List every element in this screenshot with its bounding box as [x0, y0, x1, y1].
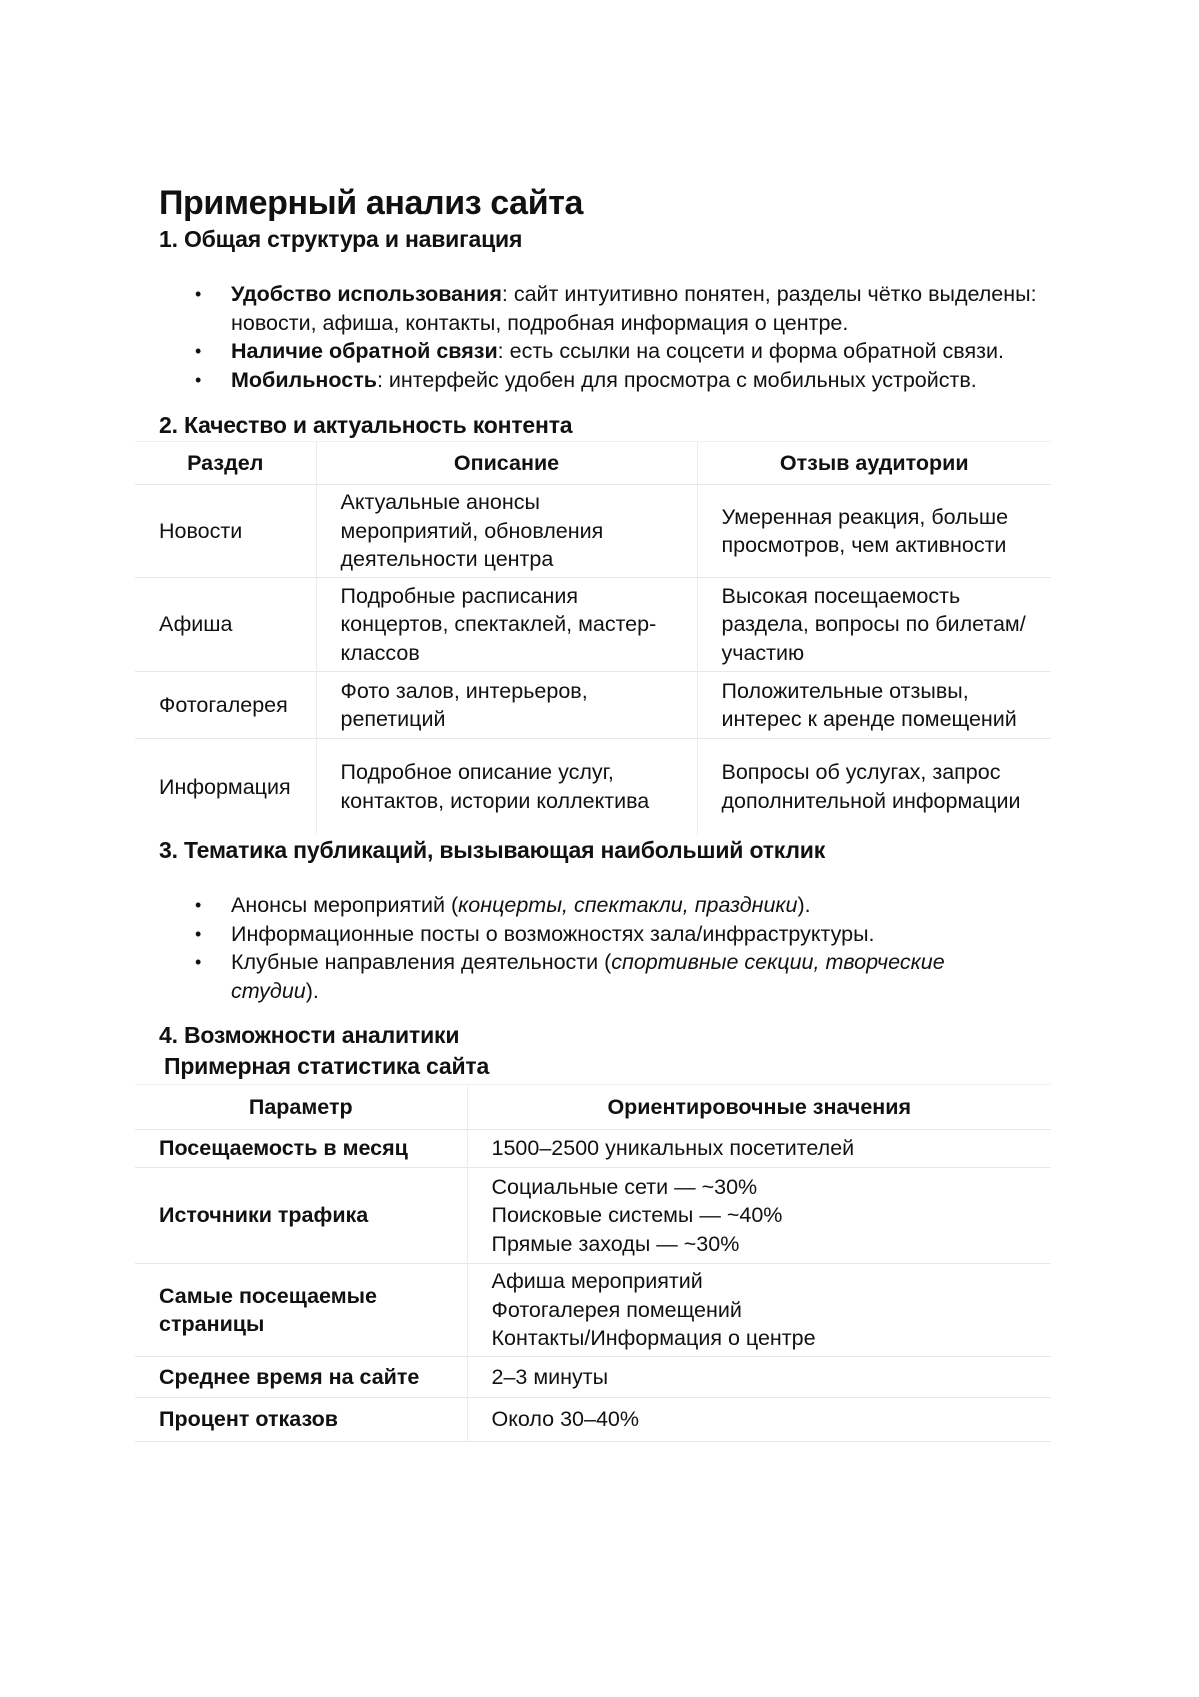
section-4-title: 4. Возможности аналитики — [159, 1022, 460, 1048]
column-header: Параметр — [135, 1085, 467, 1130]
table-row: Самые посещаемые страницы Афиша мероприятий Фотогалерея помещений Контакты/Информация о центре — [135, 1264, 1051, 1357]
section-4-subtitle: Примерная статистика сайта — [164, 1053, 490, 1079]
document-title: Примерный анализ сайта — [159, 184, 583, 222]
content-table — [135, 441, 1051, 835]
section-1-list — [159, 280, 1059, 394]
section-3-title: 3. Тематика публикаций, вызывающая наибольший отклик — [159, 837, 826, 863]
bullet-icon: • — [195, 284, 202, 304]
table-row: Фотогалерея Фото залов, интерьеров, репетиций Положительные отзывы, интерес к аренде помещений — [135, 672, 1051, 739]
bullet-icon: • — [195, 895, 202, 915]
column-header: Отзыв аудитории — [697, 442, 1051, 485]
table-row: Среднее время на сайте 2–3 минуты — [135, 1357, 1051, 1398]
list-item: • Наличие обратной связи: есть ссылки на соцсети и форма обратной связи. — [159, 337, 1059, 366]
section-3-list — [159, 891, 1059, 1005]
table-row: Процент отказов Около 30–40% — [135, 1398, 1051, 1442]
column-header: Раздел — [135, 442, 316, 485]
section-1-title: 1. Общая структура и навигация — [159, 226, 523, 252]
list-item: • Анонсы мероприятий (концерты, спектакли, праздники). — [159, 891, 1059, 920]
list-item: • Мобильность: интерфейс удобен для просмотра с мобильных устройств. — [159, 366, 1059, 395]
bullet-icon: • — [195, 369, 202, 390]
section-2-title: 2. Качество и актуальность контента — [159, 412, 573, 438]
list-item: • Удобство использования: сайт интуитивно понятен, разделы чётко выделены: новости, афиша, контакты, подробная информация о центре. — [195, 282, 1037, 335]
list-item: • Клубные направления деятельности (спортивные секции, творческие студии). — [195, 950, 945, 1003]
bullet-icon: • — [195, 341, 202, 361]
column-header: Ориентировочные значения — [467, 1085, 1051, 1130]
table-row: Новости Актуальные анонсы мероприятий, обновления деятельности центра Умеренная реакция, больше просмотров, чем активности — [135, 485, 1051, 578]
table-row: Посещаемость в месяц 1500–2500 уникальных посетителей — [135, 1130, 1051, 1168]
table-row: Информация Подробное описание услуг, контактов, истории коллектива Вопросы об услугах, запрос дополнительной информации — [135, 739, 1051, 835]
column-header: Описание — [316, 442, 697, 485]
bullet-icon: • — [195, 952, 202, 972]
table-row: Источники трафика Социальные сети — ~30% Поисковые системы — ~40% Прямые заходы — ~30% — [135, 1168, 1051, 1264]
table-row: Афиша Подробные расписания концертов, спектаклей, мастер-классов Высокая посещаемость раздела, вопросы по билетам/участию — [135, 578, 1051, 672]
bullet-icon: • — [195, 923, 202, 944]
list-item: • Информационные посты о возможностях зала/инфраструктуры. — [159, 920, 1059, 949]
statistics-table — [135, 1084, 1051, 1442]
